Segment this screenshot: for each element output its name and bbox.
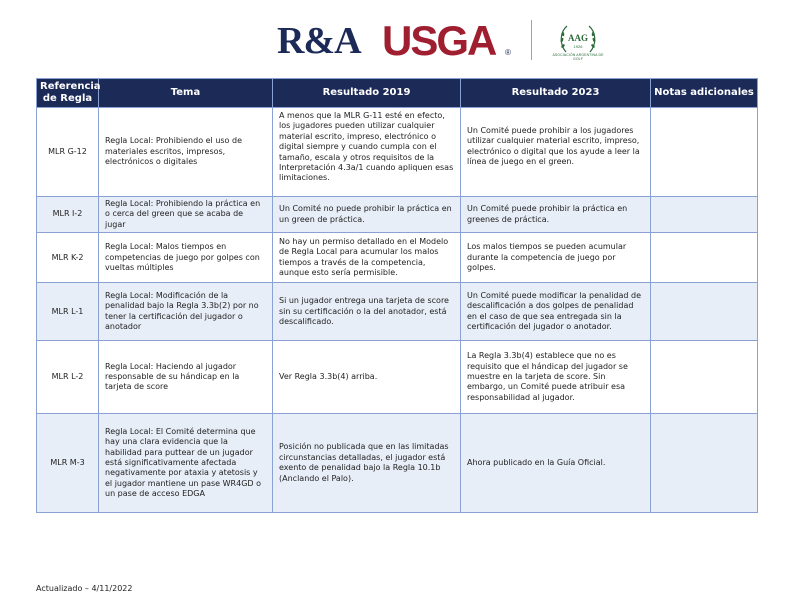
- rule-topic: Regla Local: Prohibiendo la práctica en o cerca del green que se acaba de jugar: [99, 197, 273, 233]
- rule-reference: MLR G-12: [37, 108, 99, 197]
- rule-reference: MLR L-1: [37, 283, 99, 341]
- result-2023: Un Comité puede prohibir la práctica en greenes de práctica.: [461, 197, 651, 233]
- result-2019: Ver Regla 3.3b(4) arriba.: [273, 341, 461, 414]
- table-header-row: [37, 79, 758, 108]
- result-2019: Un Comité no puede prohibir la práctica en un green de práctica.: [273, 197, 461, 233]
- ra-logo: R&A: [277, 20, 361, 62]
- table-row: [37, 197, 758, 233]
- logo-divider: [531, 20, 532, 60]
- column-header-tema: Tema: [99, 79, 273, 108]
- column-header-resultado-2019: Resultado 2019: [273, 79, 461, 108]
- result-2019: Posición no publicada que en las limitadas circunstancias detalladas, el jugador está exento de penalidad bajo la Regla 10.1b (Anclando el Palo).: [273, 414, 461, 513]
- updated-date: Actualizado – 4/11/2022: [36, 584, 133, 593]
- result-2023: La Regla 3.3b(4) establece que no es requisito que el hándicap del jugador se muestre en la tarjeta de score. Sin embargo, un Comité puede atribuir esa responsabilidad al jugador.: [461, 341, 651, 414]
- result-2019: Si un jugador entrega una tarjeta de score sin su certificación o la del anotador, está descalificado.: [273, 283, 461, 341]
- column-header-referencia: Referencia de Regla: [37, 79, 99, 108]
- table-row: [37, 233, 758, 283]
- rule-topic: Regla Local: Prohibiendo el uso de materiales escritos, impresos, electrónicos o digitales: [99, 108, 273, 197]
- additional-notes: [651, 414, 758, 513]
- result-2019: A menos que la MLR G-11 esté en efecto, los jugadores pueden utilizar cualquier material escrito, impreso, electrónico o digital siempre y cuando cumpla con el tamaño, escala y otros requisitos de la Interpretación 4.3a/1 cuando apliquen esas limitaciones.: [273, 108, 461, 197]
- additional-notes: [651, 108, 758, 197]
- aag-logo-text: AAG: [568, 33, 588, 43]
- rules-table: [36, 78, 758, 513]
- rule-reference: MLR I-2: [37, 197, 99, 233]
- result-2023: Un Comité puede modificar la penalidad de descalificación a dos golpes de penalidad en el caso de que sea entregada sin la certificación del jugador o anotador.: [461, 283, 651, 341]
- usga-logo: USGA: [382, 17, 496, 64]
- additional-notes: [651, 283, 758, 341]
- rule-topic: Regla Local: El Comité determina que hay una clara evidencia que la habilidad para puttear de un jugador está significativamente afectada negativamente por ataxia y atetosis y el jugador mantiene un pase WR4GD o un pase de acceso EDGA: [99, 414, 273, 513]
- usga-registered-mark: ®: [505, 48, 511, 57]
- rule-topic: Regla Local: Modificación de la penalidad bajo la Regla 3.3b(2) por no tener la certificación del jugador o anotador: [99, 283, 273, 341]
- page-header: [0, 0, 792, 68]
- aag-logo-caption: ASOCIACIÓN ARGENTINA DE GOLF: [552, 53, 604, 61]
- result-2023: Ahora publicado en la Guía Oficial.: [461, 414, 651, 513]
- rule-topic: Regla Local: Malos tiempos en competencias de juego por golpes con vueltas múltiples: [99, 233, 273, 283]
- additional-notes: [651, 341, 758, 414]
- rule-reference: MLR M-3: [37, 414, 99, 513]
- column-header-notas: Notas adicionales: [651, 79, 758, 108]
- result-2019: No hay un permiso detallado en el Modelo de Regla Local para acumular los malos tiempos a través de la competencia, aunque esto sería permisible.: [273, 233, 461, 283]
- result-2023: Un Comité puede prohibir a los jugadores utilizar cualquier material escrito, impreso, electrónico o digital que los ayude a leer la línea de juego en el green.: [461, 108, 651, 197]
- rule-reference: MLR L-2: [37, 341, 99, 414]
- column-header-resultado-2023: Resultado 2023: [461, 79, 651, 108]
- rule-topic: Regla Local: Haciendo al jugador responsable de su hándicap en la tarjeta de score: [99, 341, 273, 414]
- table-row: [37, 414, 758, 513]
- additional-notes: [651, 233, 758, 283]
- rule-reference: MLR K-2: [37, 233, 99, 283]
- aag-logo-year: 1926: [573, 44, 583, 49]
- table-row: [37, 283, 758, 341]
- additional-notes: [651, 197, 758, 233]
- table-row: [37, 341, 758, 414]
- table-row: [37, 108, 758, 197]
- result-2023: Los malos tiempos se pueden acumular durante la competencia de juego por golpes.: [461, 233, 651, 283]
